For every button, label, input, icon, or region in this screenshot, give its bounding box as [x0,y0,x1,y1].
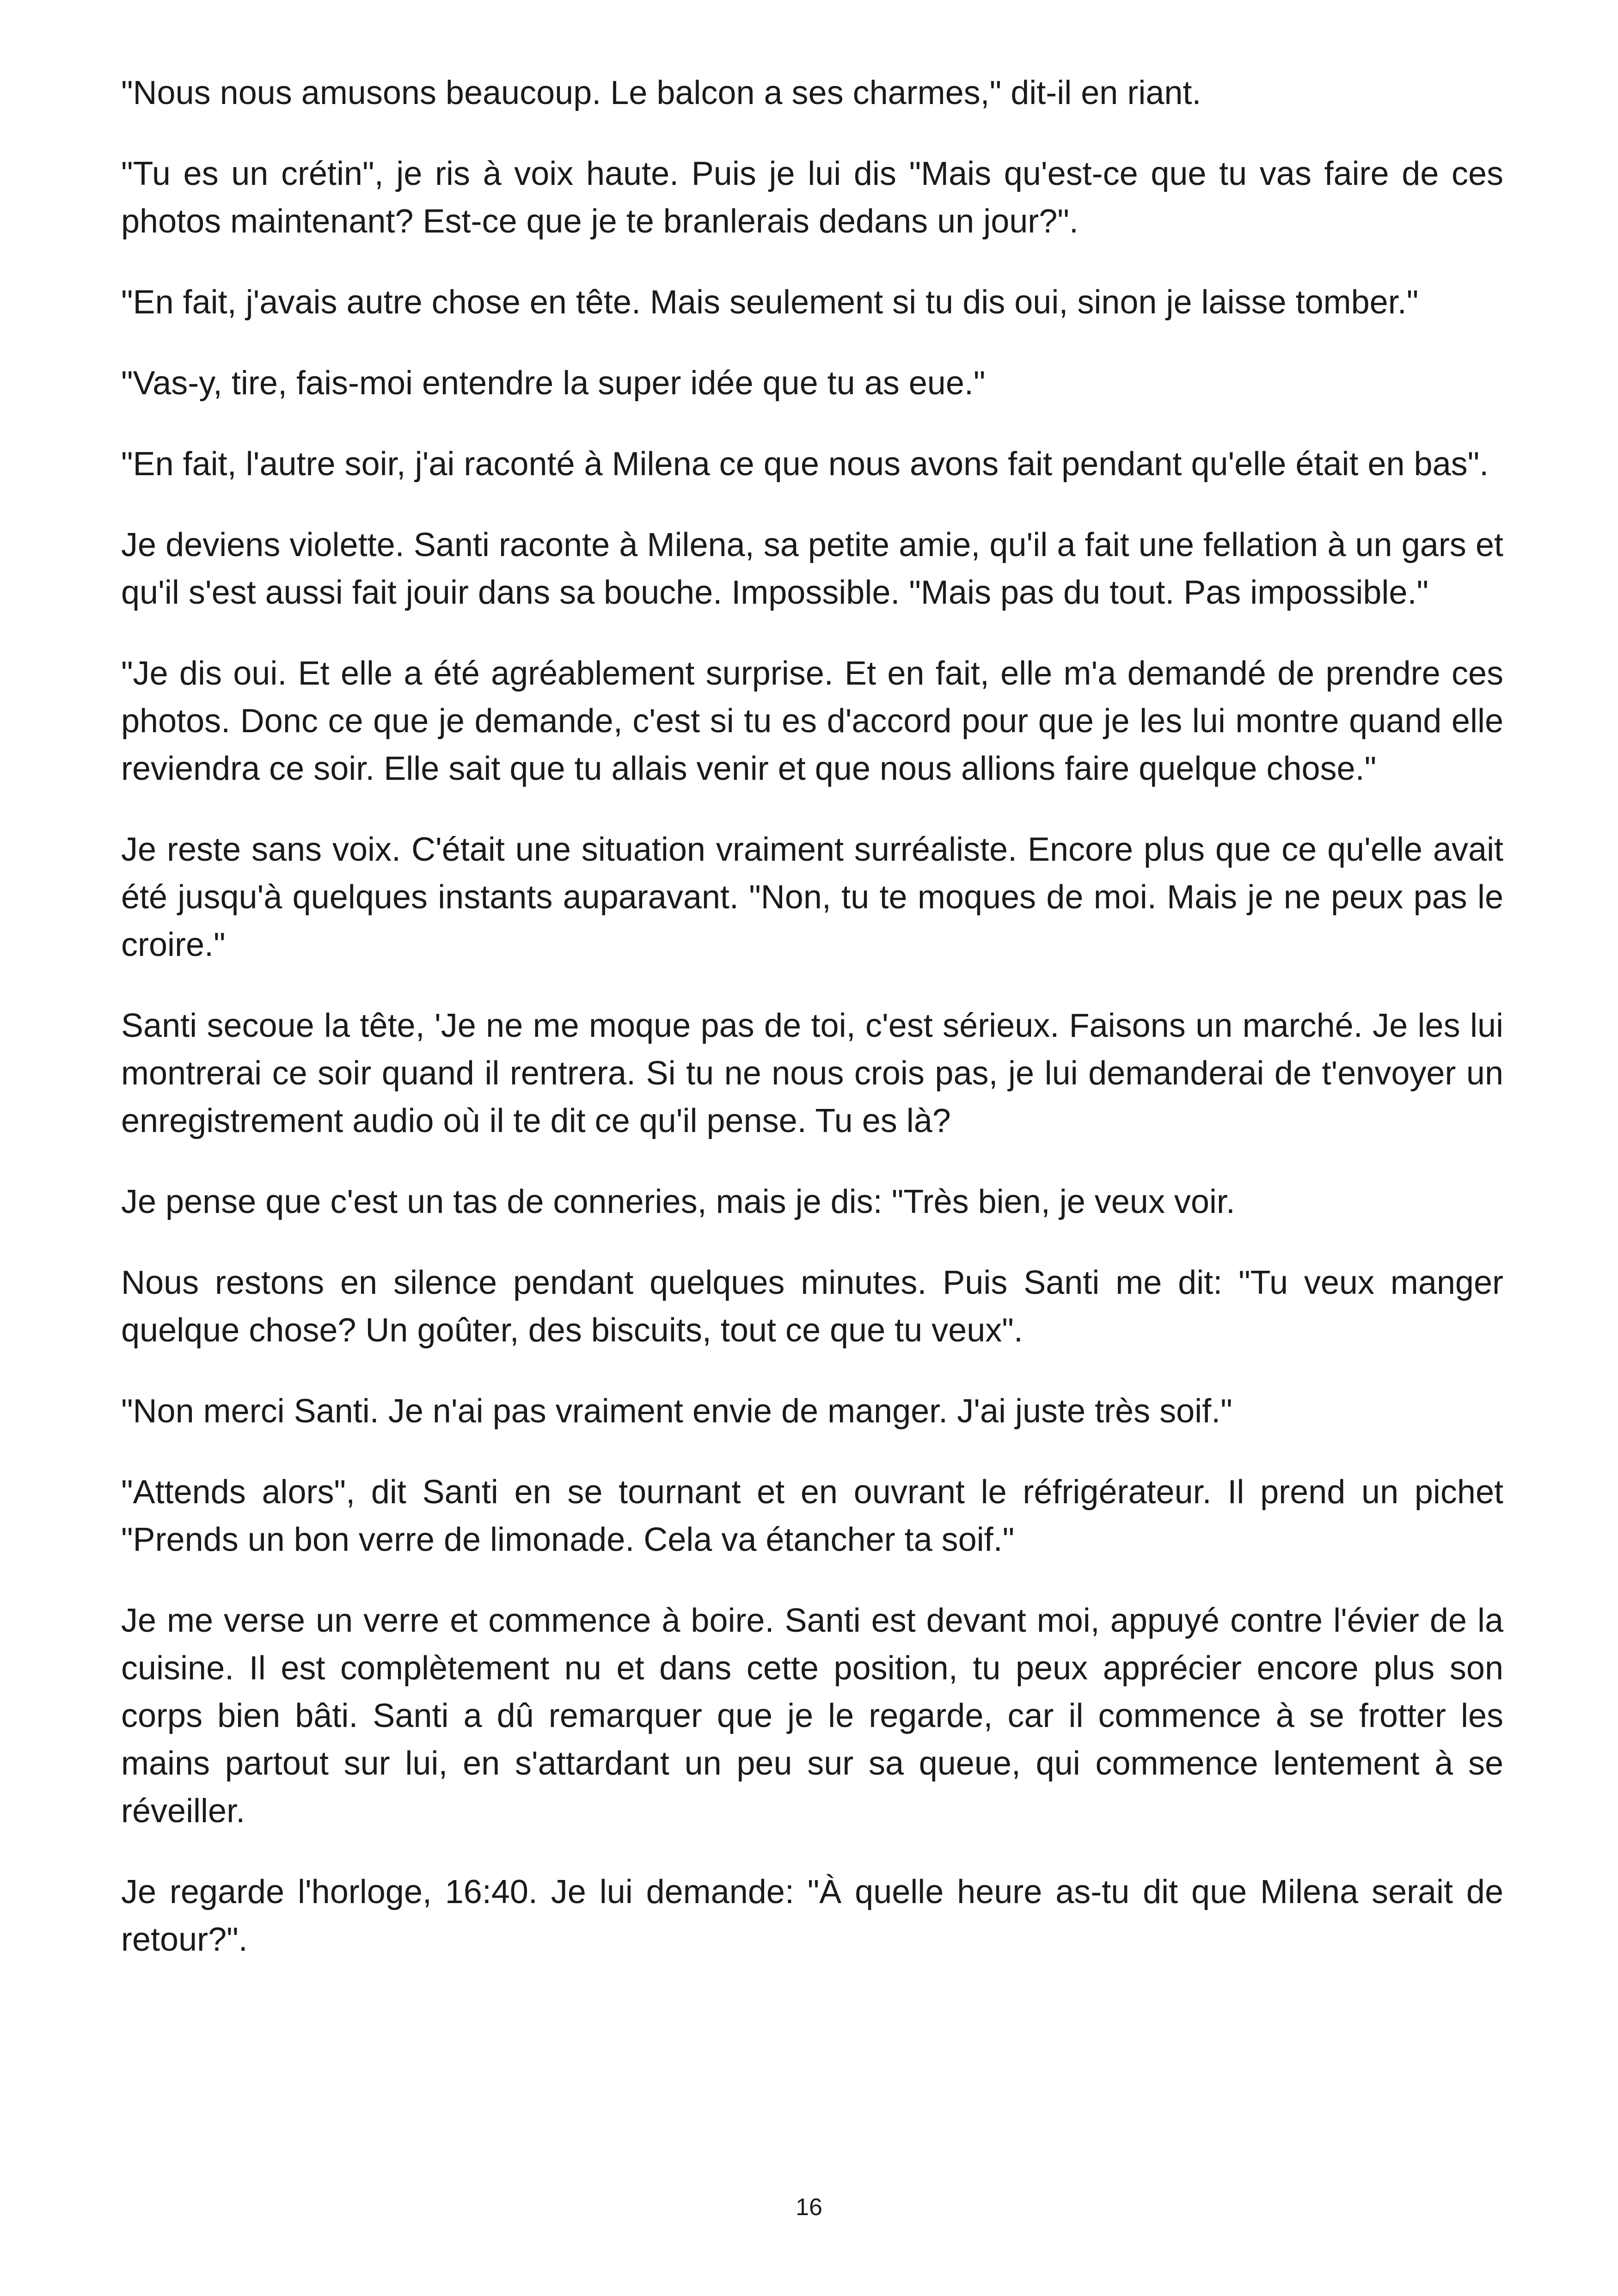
paragraph: "En fait, l'autre soir, j'ai raconté à Milena ce que nous avons fait pendant qu'elle était en bas". [121,446,1489,483]
paragraph: Je deviens violette. Santi raconte à Milena, sa petite amie, qu'il a fait une fellation à un gars et qu'il s'est aussi fait jouir dans sa bouche. Impossible. "Mais pas du tout. Pas impossible." [121,527,1503,611]
paragraph: Je regarde l'horloge, 16:40. Je lui demande: "À quelle heure as-tu dit que Milena serait de retour?". [121,1874,1503,1958]
paragraph: "Attends alors", dit Santi en se tournant et en ouvrant le réfrigérateur. Il prend un pichet "Prends un bon verre de limonade. Cela va étancher ta soif." [121,1474,1503,1558]
body-text [121,69,1503,1997]
paragraph: "Vas-y, tire, fais-moi entendre la super idée que tu as eue." [121,365,986,402]
paragraph: "Non merci Santi. Je n'ai pas vraiment envie de manger. J'ai juste très soif." [121,1393,1232,1430]
paragraph: Je me verse un verre et commence à boire. Santi est devant moi, appuyé contre l'évier de la cuisine. Il est complètement nu et dans cette position, tu peux apprécier encore plus son corps bien bâti. Santi a dû remarquer que je le regarde, car il commence à se frotter les mains partout sur lui, en s'attardant un peu sur sa queue, qui commence lentement à se réveiller. [121,1602,1503,1830]
paragraph: Je pense que c'est un tas de conneries, mais je dis: "Très bien, je veux voir. [121,1183,1235,1220]
paragraph: Santi secoue la tête, 'Je ne me moque pas de toi, c'est sérieux. Faisons un marché. Je les lui montrerai ce soir quand il rentrera. Si tu ne nous crois pas, je lui demanderai de t'envoyer un enregistrement audio où il te dit ce qu'il pense. Tu es là? [121,1007,1503,1139]
paragraph: "Tu es un crétin", je ris à voix haute. Puis je lui dis "Mais qu'est-ce que tu vas faire de ces photos maintenant? Est-ce que je te branlerais dedans un jour?". [121,155,1503,240]
paragraph: "Nous nous amusons beaucoup. Le balcon a ses charmes," dit-il en riant. [121,74,1201,111]
page-number: 16 [796,2194,822,2221]
paragraph: "En fait, j'avais autre chose en tête. Mais seulement si tu dis oui, sinon je laisse tomber." [121,284,1419,321]
paragraph: Nous restons en silence pendant quelques minutes. Puis Santi me dit: "Tu veux manger quelque chose? Un goûter, des biscuits, tout ce que tu veux". [121,1264,1503,1349]
paragraph: Je reste sans voix. C'était une situation vraiment surréaliste. Encore plus que ce qu'elle avait été jusqu'à quelques instants auparavant. "Non, tu te moques de moi. Mais je ne peux pas le croire." [121,831,1503,963]
paragraph: "Je dis oui. Et elle a été agréablement surprise. Et en fait, elle m'a demandé de prendre ces photos. Donc ce que je demande, c'est si tu es d'accord pour que je les lui montre quand elle reviendra ce soir. Elle sait que tu allais venir et que nous allions faire quelque chose." [121,655,1503,787]
